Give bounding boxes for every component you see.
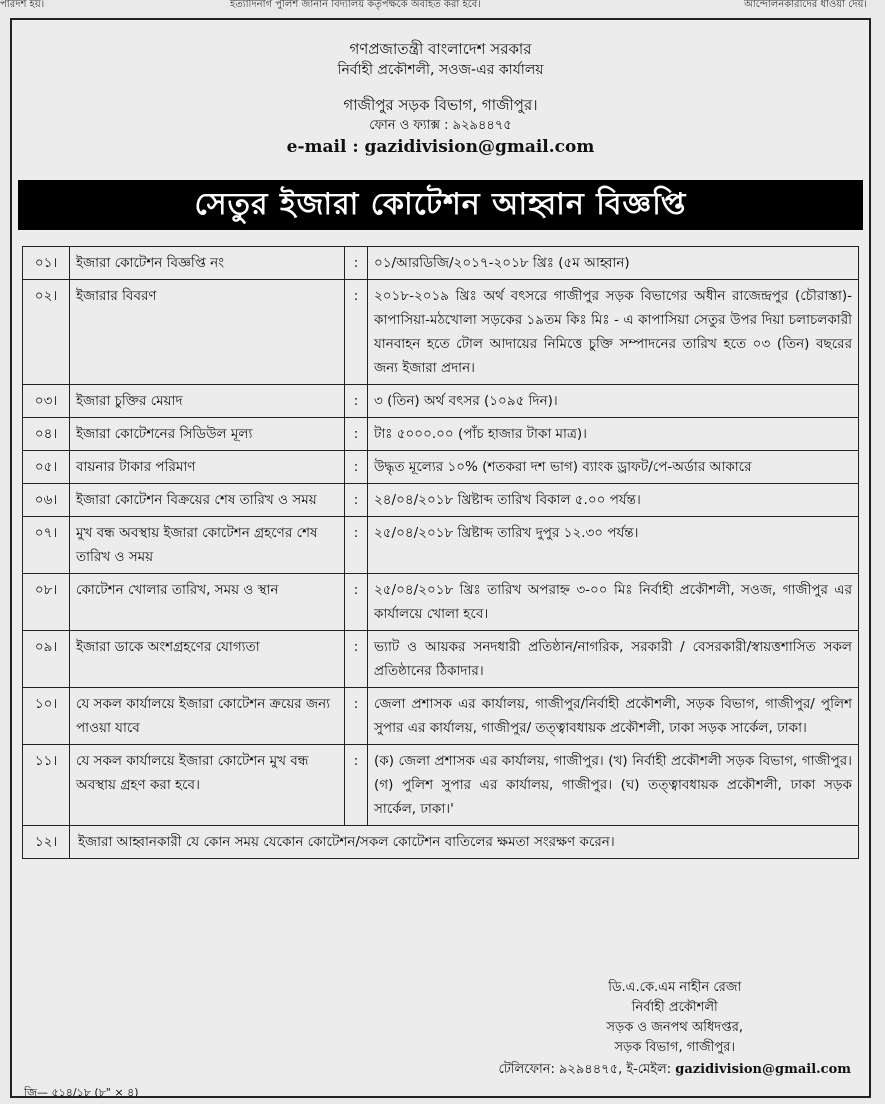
row-colon: :	[345, 385, 368, 418]
row-number: ১২।	[23, 826, 70, 859]
office-name: নির্বাহী প্রকৌশলী, সওজ-এর কার্যালয়	[337, 62, 544, 78]
row-colon: :	[345, 688, 368, 745]
table-row	[23, 517, 859, 574]
signature-block	[498, 978, 851, 1080]
row-colon: :	[345, 745, 368, 826]
row-value: ২৪/০৪/২০১৮ খ্রিষ্টাব্দ তারিখ বিকাল ৫.০০ পর্যন্ত।	[368, 484, 859, 517]
row-label: কোটেশন খোলার তারিখ, সময় ও স্থান	[70, 574, 345, 631]
table-row	[23, 451, 859, 484]
row-colon: :	[345, 451, 368, 484]
table-row	[23, 574, 859, 631]
row-number: ০১।	[23, 247, 70, 280]
contact-phone: টেলিফোন: ৯২৯৪৪৭৫, ই-মেইল:	[498, 1062, 672, 1077]
tender-details-table	[22, 246, 859, 859]
table-row	[23, 418, 859, 451]
row-number: ০৩।	[23, 385, 70, 418]
row-label: ইজারা কোটেশন বিজ্ঞপ্তি নং	[70, 247, 345, 280]
table-row	[23, 484, 859, 517]
row-value: (ক) জেলা প্রশাসক এর কার্যালয়, গাজীপুর। (খ) নির্বাহী প্রকৌশলী সড়ক বিভাগ, গাজীপুর। (গ) পুলিশ সুপার এর কার্যালয়, গাজীপুর। (ঘ) তত্ত্বাবধায়ক প্রকৌশলী, ঢাকা সড়ক সার্কেল, ঢাকা।'	[368, 745, 859, 826]
table-row	[23, 688, 859, 745]
row-label: যে সকল কার্যালয়ে ইজারা কোটেশন মুখ বন্ধ অবস্থায় গ্রহণ করা হবে।	[70, 745, 345, 826]
row-value: ২৫/০৪/২০১৮ খ্রিঃ তারিখ অপরাহ্ন ৩-০০ মিঃ নির্বাহী প্রকৌশলী, সওজ, গাজীপুর এর কার্যালয়ে খোলা হবে।	[368, 574, 859, 631]
cancellation-clause: ইজারা আহ্বানকারী যে কোন সময় যেকোন কোটেশন/সকল কোটেশন বাতিলের ক্ষমতা সংরক্ষণ করেন।	[70, 826, 859, 859]
division-name: গাজীপুর সড়ক বিভাগ, গাজীপুর।	[343, 96, 538, 114]
table-row	[23, 385, 859, 418]
table-row	[23, 745, 859, 826]
table-row	[23, 631, 859, 688]
table-row	[23, 280, 859, 385]
row-number: ০২।	[23, 280, 70, 385]
row-number: ০৬।	[23, 484, 70, 517]
row-colon: :	[345, 574, 368, 631]
row-number: ১১।	[23, 745, 70, 826]
row-label: যে সকল কার্যালয়ে ইজারা কোটেশন ক্রয়ের জন্য পাওয়া যাবে	[70, 688, 345, 745]
row-number: ০৮।	[23, 574, 70, 631]
row-label: ইজারা চুক্তির মেয়াদ	[70, 385, 345, 418]
table-row	[23, 247, 859, 280]
signatory-division: সড়ক বিভাগ, গাজীপুর।	[614, 1040, 735, 1055]
row-value: জেলা প্রশাসক এর কার্যালয়, গাজীপুর/নির্বাহী প্রকৌশলী, সড়ক বিভাগ, গাজীপুর/ পুলিশ সুপার এর কার্যালয়, গাজীপুর/ তত্ত্বাবধায়ক প্রকৌশলী, ঢাকা সড়ক সার্কেল, ঢাকা।	[368, 688, 859, 745]
row-colon: :	[345, 418, 368, 451]
govt-name: গণপ্রজাতন্ত্রী বাংলাদেশ সরকার	[349, 40, 532, 58]
notice-header	[12, 38, 869, 158]
row-value: ০১/আরডিজি/২০১৭-২০১৮ খ্রিঃ (৫ম আহ্বান)	[368, 247, 859, 280]
row-label: ইজারার বিবরণ	[70, 280, 345, 385]
row-number: ০৭।	[23, 517, 70, 574]
signatory-designation: নির্বাহী প্রকৌশলী	[631, 1000, 718, 1015]
row-number: ০৫।	[23, 451, 70, 484]
row-value: উদ্ধৃত মূল্যের ১০% (শতকরা দশ ভাগ) ব্যাংক ড্রাফট/পে-অর্ডার আকারে	[368, 451, 859, 484]
top-strip-right: আন্দোলনকারীদের ধাওয়া দেয়।	[744, 0, 867, 10]
row-value: ভ্যাট ও আয়কর সনদধারী প্রতিষ্ঠান/নাগরিক, সরকারী / বেসরকারী/স্বায়ত্তশাসিত সকল প্রতিষ্ঠানের ঠিকাদার।	[368, 631, 859, 688]
row-label: ইজারা কোটেশন বিক্রয়ের শেষ তারিখ ও সময়	[70, 484, 345, 517]
row-colon: :	[345, 517, 368, 574]
row-value: ৩ (তিন) অর্থ বৎসর (১০৯৫ দিন)।	[368, 385, 859, 418]
signatory-department: সড়ক ও জনপথ অধিদপ্তর,	[606, 1020, 744, 1035]
row-number: ১০।	[23, 688, 70, 745]
row-label: ইজারা ডাকে অংশগ্রহণের যোগ্যতা	[70, 631, 345, 688]
table-row-final	[23, 826, 859, 859]
row-colon: :	[345, 484, 368, 517]
row-value: ২০১৮-২০১৯ খ্রিঃ অর্থ বৎসরে গাজীপুর সড়ক বিভাগের অধীন রাজেন্দ্রপুর (চৌরাস্তা)- কাপাসিয়া-মঠখোলা সড়কের ১৯তম কিঃ মিঃ - এ কাপাসিয়া সেতুর উপর দিয়া চলাচলকারী যানবাহন হতে টোল আদায়ের নিমিত্তে চুক্তি সম্পাদনের তারিখ হতে ০৩ (তিন) বছরের জন্য ইজারা প্রদান।	[368, 280, 859, 385]
header-email: e-mail : gazidivision@gmail.com	[286, 137, 595, 157]
row-colon: :	[345, 631, 368, 688]
tender-notice	[10, 18, 871, 1098]
top-strip	[0, 0, 885, 14]
row-label: বায়নার টাকার পরিমাণ	[70, 451, 345, 484]
contact-email: gazidivision@gmail.com	[675, 1062, 851, 1077]
signatory-name: ডি.এ.কে.এম নাহীন রেজা	[608, 980, 742, 995]
row-colon: :	[345, 247, 368, 280]
row-number: ০৪।	[23, 418, 70, 451]
phone-fax: ফোন ও ফ্যাক্স : ৯২৯৪৪৭৫	[369, 118, 512, 133]
notice-code: জি— ৫১৪/১৮ (৮" × ৪)	[24, 1086, 139, 1099]
row-label: মুখ বন্ধ অবস্থায় ইজারা কোটেশন গ্রহণের শেষ তারিখ ও সময়	[70, 517, 345, 574]
row-value: টাঃ ৫০০০.০০ (পাঁচ হাজার টাকা মাত্র)।	[368, 418, 859, 451]
signatory-contact	[498, 1060, 851, 1080]
notice-title-banner: সেতুর ইজারা কোটেশন আহ্বান বিজ্ঞপ্তি	[18, 180, 863, 230]
row-colon: :	[345, 280, 368, 385]
row-label: ইজারা কোটেশনের সিডিউল মূল্য	[70, 418, 345, 451]
row-value: ২৫/০৪/২০১৮ খ্রিষ্টাব্দ তারিখ দুপুর ১২.৩০ পর্যন্ত।	[368, 517, 859, 574]
top-strip-left: পারদর্শ হয়।	[0, 0, 45, 10]
row-number: ০৯।	[23, 631, 70, 688]
top-strip-mid: ইত্যাদিনাগ পুলিশ জানান বিদ্যালয় কর্তৃপক্ষকে অবহিত করা হবে।	[230, 0, 481, 10]
